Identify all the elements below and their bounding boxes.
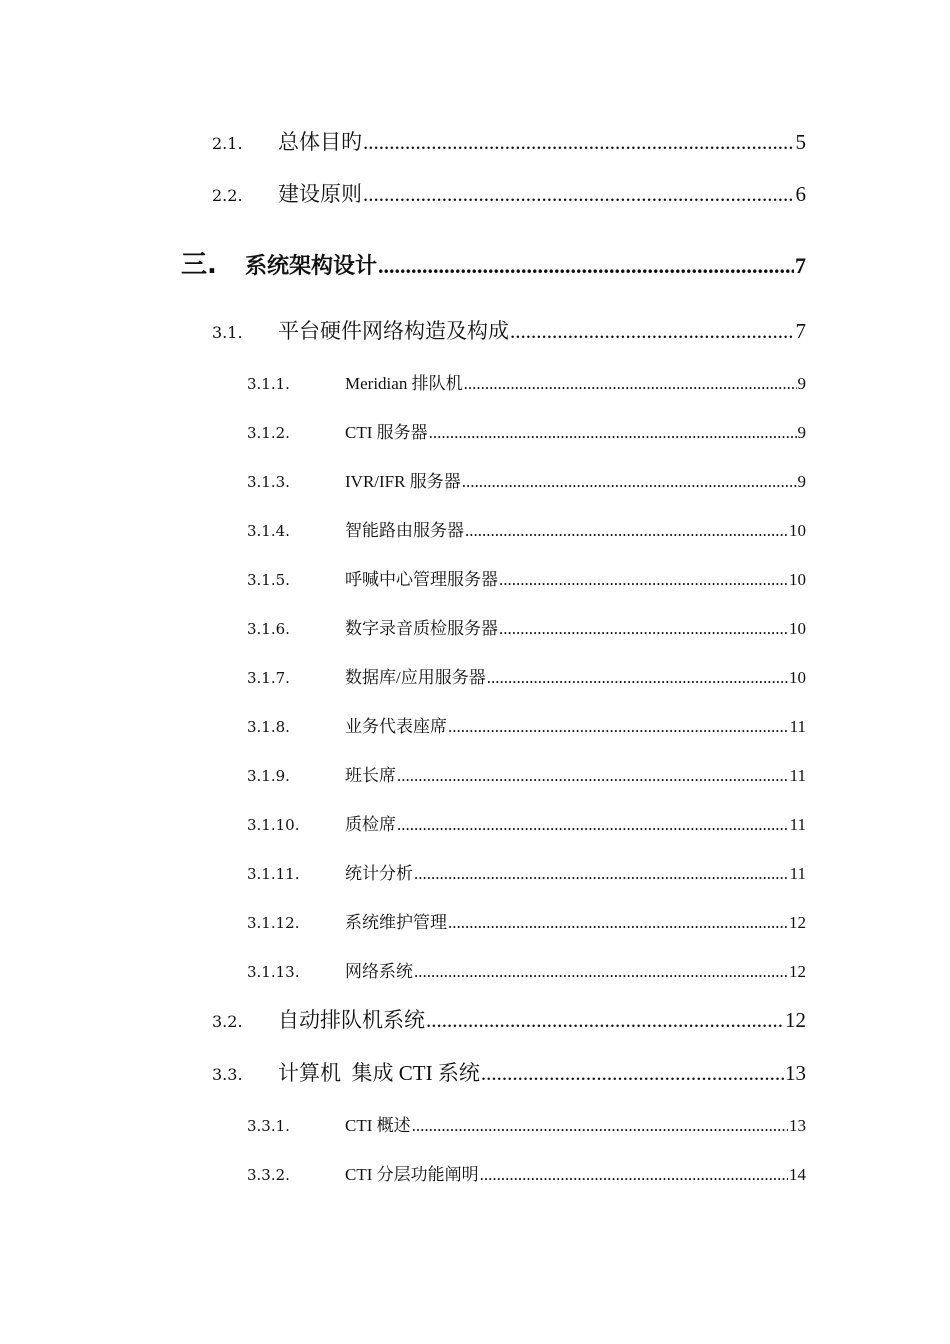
toc-number: 2.1. bbox=[212, 134, 243, 153]
toc-entry-2-2[interactable] bbox=[212, 178, 806, 208]
dot-leader bbox=[465, 521, 788, 541]
toc-number: 3.1.10. bbox=[247, 816, 300, 834]
dot-leader bbox=[363, 130, 795, 155]
dot-leader bbox=[448, 717, 789, 737]
dot-leader bbox=[487, 668, 788, 688]
toc-entry-3-1-6[interactable] bbox=[247, 614, 806, 639]
toc-number: 3.1.9. bbox=[247, 767, 290, 785]
toc-entry-3-3-1[interactable] bbox=[247, 1111, 806, 1136]
toc-title: 计算机 集成 CTI 系统 bbox=[278, 1061, 480, 1085]
dot-leader bbox=[363, 182, 795, 207]
toc-entry-2-1[interactable] bbox=[212, 126, 806, 156]
toc-number: 3.2. bbox=[212, 1012, 243, 1031]
dot-leader bbox=[480, 1165, 788, 1185]
toc-number: 3.1.13. bbox=[247, 963, 300, 981]
toc-page-number: 6 bbox=[795, 182, 806, 206]
toc-title: 数字录音质检服务器 bbox=[345, 619, 498, 638]
toc-title: 业务代表座席 bbox=[345, 717, 447, 736]
toc-title: 系统维护管理 bbox=[345, 913, 447, 932]
dot-leader bbox=[412, 1116, 788, 1136]
toc-title: 平台硬件网络构造及构成 bbox=[278, 319, 509, 343]
toc-entry-3-1-11[interactable] bbox=[247, 859, 806, 884]
toc-title: 系统架构设计 bbox=[245, 253, 378, 278]
toc-title: 呼喊中心管理服务器 bbox=[345, 570, 498, 589]
toc-title: 总体目旳 bbox=[278, 130, 362, 154]
dot-leader bbox=[414, 864, 789, 884]
toc-entry-3-1-1[interactable] bbox=[247, 369, 806, 394]
dot-leader bbox=[378, 253, 794, 279]
toc-title: 智能路由服务器 bbox=[345, 521, 464, 540]
toc-page-number: 12 bbox=[785, 1008, 806, 1032]
toc-number: 三. bbox=[181, 250, 217, 280]
toc-page-number: 10 bbox=[789, 619, 806, 638]
toc-entry-3-1-4[interactable] bbox=[247, 516, 806, 541]
toc-number: 3.3.1. bbox=[247, 1117, 290, 1135]
toc-page-number: 10 bbox=[789, 570, 806, 589]
toc-page-number: 14 bbox=[789, 1165, 806, 1184]
toc-page-number: 9 bbox=[797, 374, 806, 393]
toc-number: 3.1.5. bbox=[247, 571, 290, 589]
toc-title: CTI 分层功能阐明 bbox=[345, 1165, 479, 1184]
toc-number: 3.1.2. bbox=[247, 424, 290, 442]
toc-page-number: 10 bbox=[789, 668, 806, 687]
toc-number: 3.1.4. bbox=[247, 522, 290, 540]
toc-page-number: 13 bbox=[789, 1116, 806, 1135]
toc-number: 3.1.1. bbox=[247, 375, 290, 393]
toc-number: 3.1.11. bbox=[247, 865, 300, 883]
toc-page-number: 11 bbox=[789, 717, 806, 736]
dot-leader bbox=[448, 913, 788, 933]
dot-leader bbox=[499, 570, 788, 590]
toc-entry-3-1[interactable] bbox=[212, 315, 806, 345]
toc-entry-3-1-3[interactable] bbox=[247, 467, 806, 492]
toc-page-number: 12 bbox=[789, 913, 806, 932]
dot-leader bbox=[429, 423, 797, 443]
toc-number: 3.1. bbox=[212, 323, 243, 342]
toc-entry-3-1-12[interactable] bbox=[247, 908, 806, 933]
toc-number: 3.3. bbox=[212, 1065, 243, 1084]
toc-entry-3-3[interactable] bbox=[212, 1057, 806, 1087]
dot-leader bbox=[426, 1008, 784, 1033]
toc-number: 3.1.12. bbox=[247, 914, 300, 932]
toc-page-number: 7 bbox=[795, 253, 806, 278]
toc-entry-3-1-10[interactable] bbox=[247, 810, 806, 835]
toc-page-number: 7 bbox=[795, 319, 806, 343]
toc-number: 2.2. bbox=[212, 186, 243, 205]
toc-entry-3-3-2[interactable] bbox=[247, 1160, 806, 1185]
toc-entry-3-2[interactable] bbox=[212, 1004, 806, 1034]
toc-entry-3-1-8[interactable] bbox=[247, 712, 806, 737]
toc-entry-3-1-7[interactable] bbox=[247, 663, 806, 688]
dot-leader bbox=[462, 472, 797, 492]
toc-entry-3-1-13[interactable] bbox=[247, 957, 806, 982]
dot-leader bbox=[464, 374, 797, 394]
toc-title: CTI 概述 bbox=[345, 1116, 411, 1135]
toc-page-number: 11 bbox=[789, 766, 806, 785]
dot-leader bbox=[499, 619, 788, 639]
dot-leader bbox=[397, 815, 789, 835]
toc-page-number: 13 bbox=[785, 1061, 806, 1085]
toc-title: 统计分析 bbox=[345, 864, 413, 883]
toc-number: 3.1.6. bbox=[247, 620, 290, 638]
toc-title: IVR/IFR 服务器 bbox=[345, 472, 461, 491]
toc-title: CTI 服务器 bbox=[345, 423, 428, 442]
toc-page-number: 11 bbox=[789, 815, 806, 834]
dot-leader bbox=[510, 319, 795, 344]
toc-title: 自动排队机系统 bbox=[278, 1008, 425, 1032]
toc-title: Meridian 排队机 bbox=[345, 374, 463, 393]
dot-leader bbox=[397, 766, 789, 786]
toc-number: 3.1.3. bbox=[247, 473, 290, 491]
toc-number: 3.1.7. bbox=[247, 669, 290, 687]
toc-title: 班长席 bbox=[345, 766, 396, 785]
dot-leader bbox=[414, 962, 788, 982]
toc-entry-chapter-3[interactable] bbox=[181, 244, 806, 281]
toc-page-number: 9 bbox=[797, 423, 806, 442]
toc-page-number: 5 bbox=[795, 130, 806, 154]
toc-page-number: 12 bbox=[789, 962, 806, 981]
toc-number: 3.1.8. bbox=[247, 718, 290, 736]
toc-entry-3-1-9[interactable] bbox=[247, 761, 806, 786]
toc-page-number: 11 bbox=[789, 864, 806, 883]
toc-title: 数据库/应用服务器 bbox=[345, 668, 486, 687]
toc-title: 建设原则 bbox=[278, 182, 362, 206]
toc-number: 3.3.2. bbox=[247, 1166, 290, 1184]
toc-page-number: 10 bbox=[789, 521, 806, 540]
toc-title: 网络系统 bbox=[345, 962, 413, 981]
toc-entry-3-1-5[interactable] bbox=[247, 565, 806, 590]
dot-leader bbox=[481, 1061, 784, 1086]
toc-title: 质检席 bbox=[345, 815, 396, 834]
toc-entry-3-1-2[interactable] bbox=[247, 418, 806, 443]
toc-page-number: 9 bbox=[797, 472, 806, 491]
